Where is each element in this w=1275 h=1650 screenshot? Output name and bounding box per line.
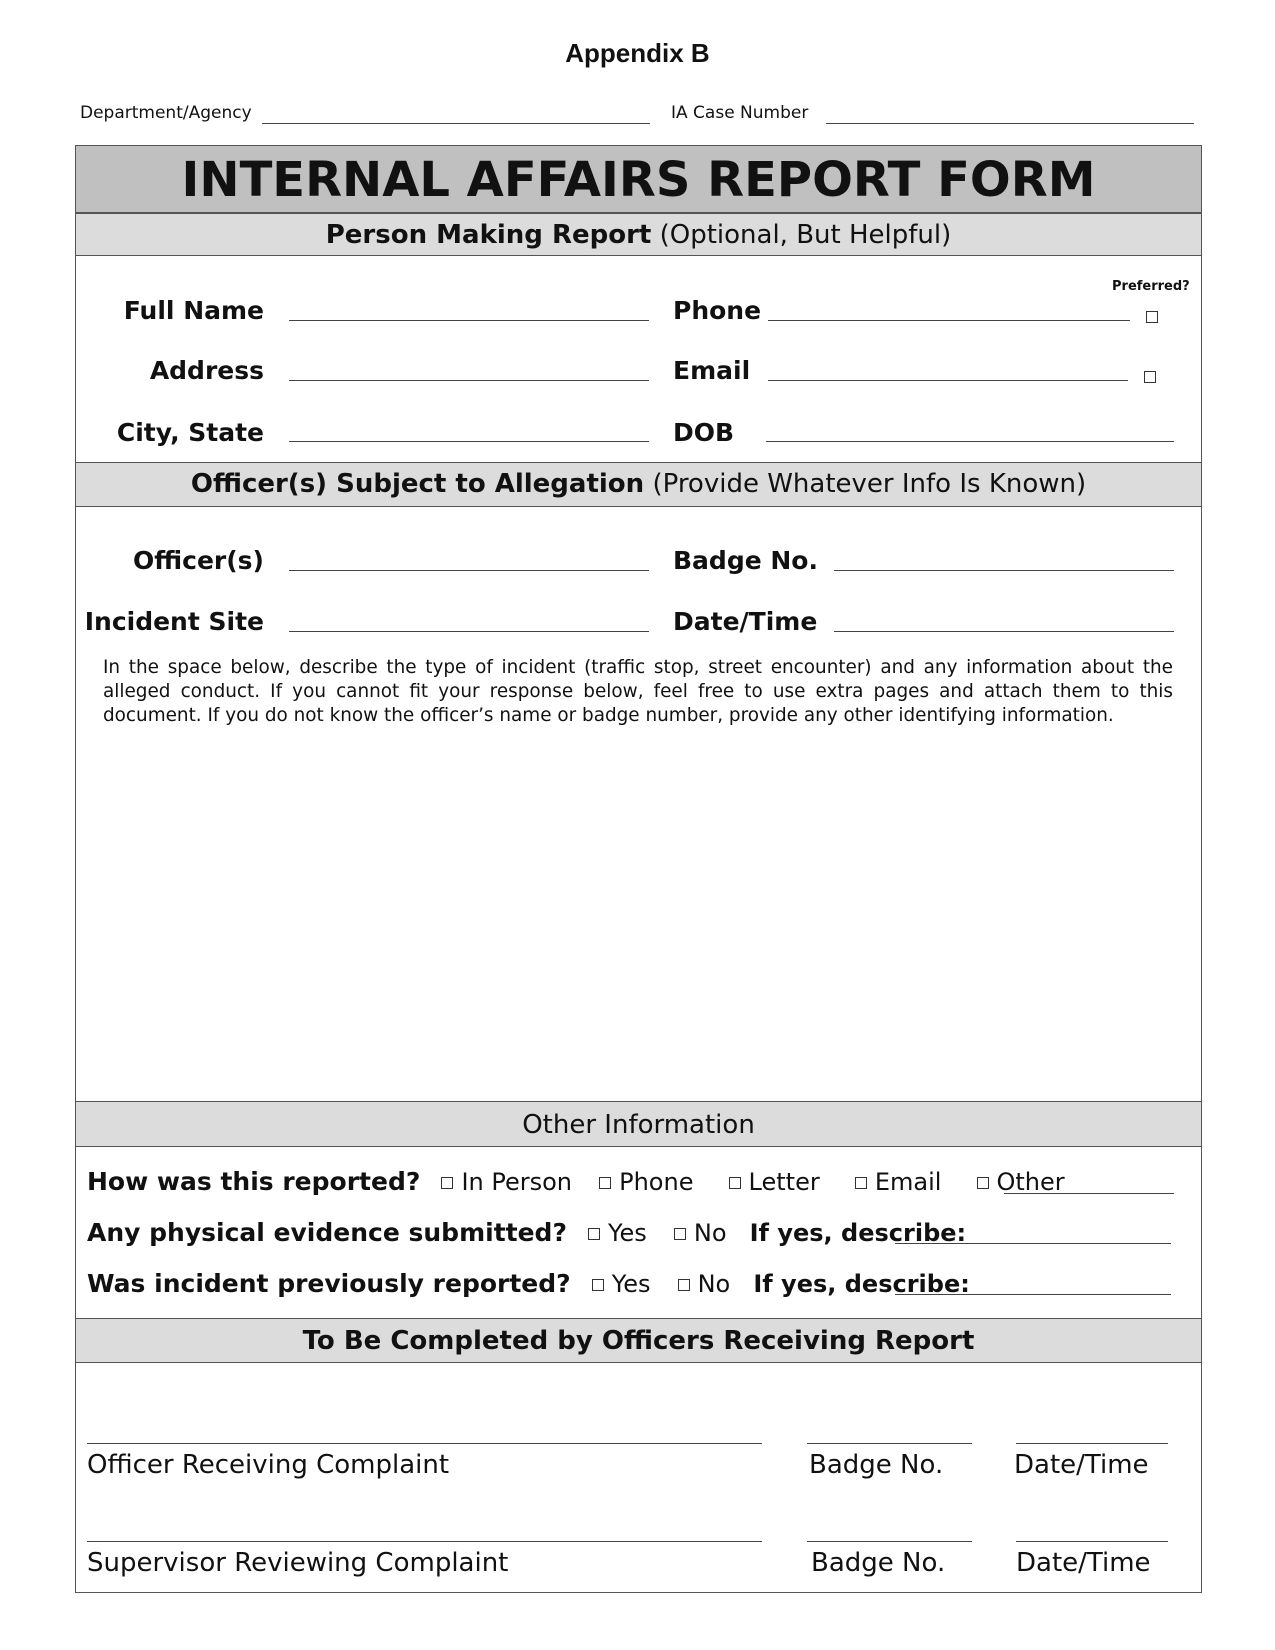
officer-section-header (75, 462, 1202, 507)
other-label: Other (996, 1168, 1065, 1196)
department-label: Department/Agency (80, 103, 252, 123)
form-title: INTERNAL AFFAIRS REPORT FORM (75, 145, 1202, 213)
dob-label: DOB (673, 418, 735, 447)
officer-heading-note: (Provide Whatever Info Is Known) (652, 469, 1087, 499)
email-preferred-checkbox[interactable] (1144, 371, 1156, 383)
email-checkbox[interactable] (855, 1177, 867, 1189)
evidence-row (87, 1218, 966, 1247)
supervisor-date-label: Date/Time (1016, 1548, 1151, 1578)
previously-row (87, 1269, 970, 1298)
dob-field[interactable] (766, 441, 1174, 442)
supervisor-badge-label: Badge No. (811, 1548, 946, 1578)
appendix-title: Appendix B (565, 38, 710, 68)
no-label: No (693, 1219, 727, 1247)
person-heading: Person Making Report (325, 220, 652, 250)
officers-label: Officer(s) (133, 546, 264, 575)
case-number-field[interactable] (826, 123, 1194, 124)
phone-checkbox[interactable] (599, 1177, 611, 1189)
receiving-section-header: To Be Completed by Officers Receiving Report (75, 1318, 1202, 1363)
person-section-header (75, 213, 1202, 256)
officers-field[interactable] (289, 570, 649, 571)
previously-question: Was incident previously reported? (87, 1269, 571, 1298)
date-time-field[interactable] (834, 631, 1174, 632)
previously-describe-field[interactable] (895, 1294, 1171, 1295)
full-name-label: Full Name (123, 296, 264, 325)
letter-checkbox[interactable] (729, 1177, 741, 1189)
phone-preferred-checkbox[interactable] (1146, 311, 1158, 323)
officer-heading: Officer(s) Subject to Allegation (190, 469, 645, 499)
full-name-field[interactable] (289, 320, 649, 321)
incident-description-area[interactable] (80, 735, 1197, 1095)
supervisor-reviewing-label: Supervisor Reviewing Complaint (87, 1548, 509, 1578)
evidence-no-checkbox[interactable] (674, 1228, 686, 1240)
evidence-describe-label: If yes, describe: (749, 1219, 967, 1247)
how-reported-row (87, 1167, 1065, 1196)
supervisor-date-field[interactable] (1016, 1541, 1168, 1542)
other-checkbox[interactable] (977, 1177, 989, 1189)
evidence-describe-field[interactable] (895, 1243, 1171, 1244)
previously-yes-checkbox[interactable] (592, 1279, 604, 1291)
case-number-label: IA Case Number (671, 103, 809, 123)
no-label: No (697, 1270, 731, 1298)
email-option-label: Email (874, 1168, 942, 1196)
address-field[interactable] (289, 380, 649, 381)
yes-label: Yes (611, 1270, 651, 1298)
email-field[interactable] (768, 380, 1128, 381)
email-label: Email (673, 356, 751, 385)
receiving-badge-label: Badge No. (809, 1450, 944, 1480)
yes-label: Yes (608, 1219, 647, 1247)
supervisor-badge-field[interactable] (807, 1541, 972, 1542)
in-person-checkbox[interactable] (441, 1177, 453, 1189)
city-state-label: City, State (116, 418, 264, 447)
in-person-label: In Person (461, 1168, 573, 1196)
evidence-yes-checkbox[interactable] (588, 1228, 600, 1240)
officer-receiving-signature-field[interactable] (87, 1443, 762, 1444)
receiving-date-field[interactable] (1016, 1443, 1168, 1444)
supervisor-signature-field[interactable] (87, 1541, 762, 1542)
incident-instructions: In the space below, describe the type of incident (traffic stop, street encounter) and any information about the alleged conduct. If you cannot fit your response below, feel free to use extra pages and attach them to this document. If you do not know the officer’s name or badge number, provide any other identifying information. (103, 657, 1173, 726)
evidence-question: Any physical evidence submitted? (87, 1218, 567, 1247)
incident-site-field[interactable] (289, 631, 649, 632)
city-state-field[interactable] (289, 441, 649, 442)
other-field[interactable] (1004, 1193, 1174, 1194)
badge-label: Badge No. (673, 546, 818, 575)
previously-no-checkbox[interactable] (678, 1279, 690, 1291)
officer-receiving-label: Officer Receiving Complaint (87, 1450, 450, 1480)
department-field[interactable] (262, 123, 650, 124)
person-heading-note: (Optional, But Helpful) (659, 220, 952, 250)
date-time-label: Date/Time (673, 607, 818, 636)
phone-field[interactable] (768, 320, 1130, 321)
receiving-badge-field[interactable] (807, 1443, 972, 1444)
phone-label: Phone (673, 296, 762, 325)
letter-label: Letter (748, 1168, 820, 1196)
badge-field[interactable] (834, 570, 1174, 571)
other-section-header: Other Information (75, 1101, 1202, 1147)
phone-option-label: Phone (619, 1168, 694, 1196)
previously-describe-label: If yes, describe: (753, 1270, 970, 1298)
preferred-label: Preferred? (1112, 279, 1190, 294)
address-label: Address (149, 356, 264, 385)
incident-site-label: Incident Site (84, 607, 264, 636)
how-reported-question: How was this reported? (87, 1167, 421, 1196)
receiving-date-label: Date/Time (1014, 1450, 1149, 1480)
